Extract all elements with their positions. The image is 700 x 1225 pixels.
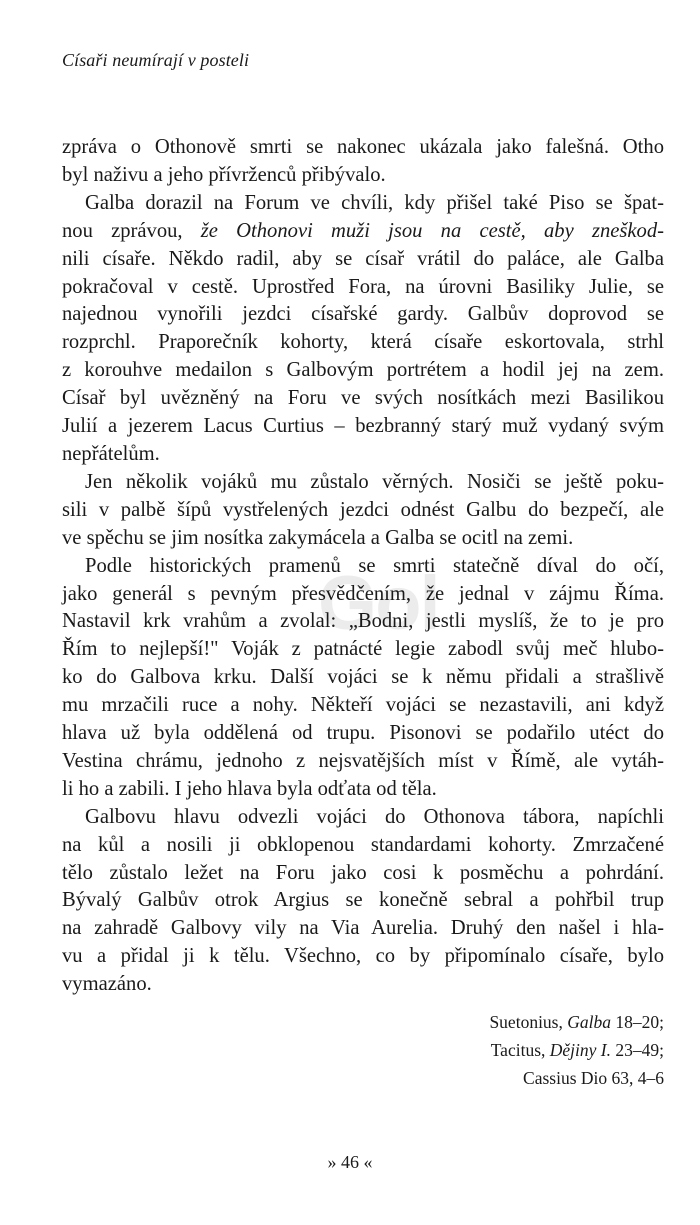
text-line: mu mrzačili ruce a nohy. Někteří vojáci se nezastavili, ani když xyxy=(62,694,664,717)
text-line: ve spěchu se jim nosítka zakymácela a Galba se ocitl na zemi. xyxy=(62,526,574,549)
text-line: nepřátelům. xyxy=(62,442,160,465)
source-citation: Tacitus, Dějiny I. 23–49; xyxy=(490,1040,664,1060)
text-line: jako generál s pevným přesvědčením, že jednal v zájmu Říma. xyxy=(62,582,664,605)
source-citation: Suetonius, Galba 18–20; xyxy=(489,1012,664,1032)
text-line: nou zprávou, že Othonovi muži jsou na cestě, aby zneškod- xyxy=(62,219,664,242)
text-line: vymazáno. xyxy=(62,973,152,996)
publisher-watermark: Gol xyxy=(318,561,439,646)
running-header: Císaři neumírají v posteli xyxy=(62,50,250,70)
text-line: Vestina chrámu, jednoho z nejsvatějších míst v Římě, ale vytáh- xyxy=(62,749,664,772)
text-line: pokračoval v cestě. Uprostřed Fora, na úrovni Basiliky Julie, se xyxy=(62,275,664,298)
text-line: byl naživu a jeho přívrženců přibývalo. xyxy=(62,163,386,186)
text-line: li ho a zabili. I jeho hlava byla odťata od těla. xyxy=(62,777,437,800)
text-line: zpráva o Othonově smrti se nakonec ukázala jako falešná. Otho xyxy=(62,136,664,158)
text-line: rozprchl. Praporečník kohorty, která císaře eskortovala, strhl xyxy=(62,331,664,354)
text-line: na zahradě Galbovy vily na Via Aurelia. Druhý den našel i hla- xyxy=(62,917,664,940)
text-line: sili v palbě šípů vystřelených jezdci odnést Galbu do bezpečí, ale xyxy=(62,498,664,521)
text-line: nili císaře. Někdo radil, aby se císař vrátil do paláce, ale Galba xyxy=(62,247,664,270)
text-line: Řím to nejlepší!" Voják z patnácté legie zabodl svůj meč hlubo- xyxy=(62,638,664,661)
source-citations xyxy=(489,1008,664,1092)
text-line: z korouhve medailon s Galbovým portrétem a hodil jej na zem. xyxy=(62,359,664,382)
text-line: Nastavil krk vrahům a zvolal: „Bodni, jestli myslíš, že to je pro xyxy=(62,610,664,633)
text-line: hlava už byla oddělená od trupu. Pisonovi se podařilo utéct do xyxy=(62,722,664,745)
body-text xyxy=(62,134,664,999)
text-line: Galba dorazil na Forum ve chvíli, kdy přišel také Piso se špat- xyxy=(85,191,664,214)
page-number: » 46 « xyxy=(327,1152,373,1172)
text-line: Jen několik vojáků mu zůstalo věrných. Nosiči se ještě poku- xyxy=(85,470,664,493)
text-line: na kůl a nosili ji obklopenou standardami kohorty. Zmrzačené xyxy=(62,833,664,856)
text-line: Galbovu hlavu odvezli vojáci do Othonova tábora, napíchli xyxy=(85,805,664,828)
text-line: tělo zůstalo ležet na Foru jako cosi k posměchu a pohrdání. xyxy=(62,861,664,884)
text-line: Julií a jezerem Lacus Curtius – bezbranný starý muž vydaný svým xyxy=(62,415,664,438)
text-line: Bývalý Galbův otrok Argius se konečně sebral a pohřbil trup xyxy=(62,889,664,912)
text-line: vu a přidal ji k tělu. Všechno, co by připomínalo císaře, bylo xyxy=(62,945,664,968)
source-citation: Cassius Dio 63, 4–6 xyxy=(523,1068,664,1088)
text-line: ko do Galbova krku. Další vojáci se k němu přidali a strašlivě xyxy=(62,666,664,689)
text-line: Podle historických pramenů se smrti statečně díval do očí, xyxy=(85,554,664,577)
text-line: Císař byl uvězněný na Foru ve svých nosítkách mezi Basilikou xyxy=(62,387,664,410)
text-line: najednou vynořili jezdci císařské gardy. Galbův doprovod se xyxy=(62,303,664,326)
